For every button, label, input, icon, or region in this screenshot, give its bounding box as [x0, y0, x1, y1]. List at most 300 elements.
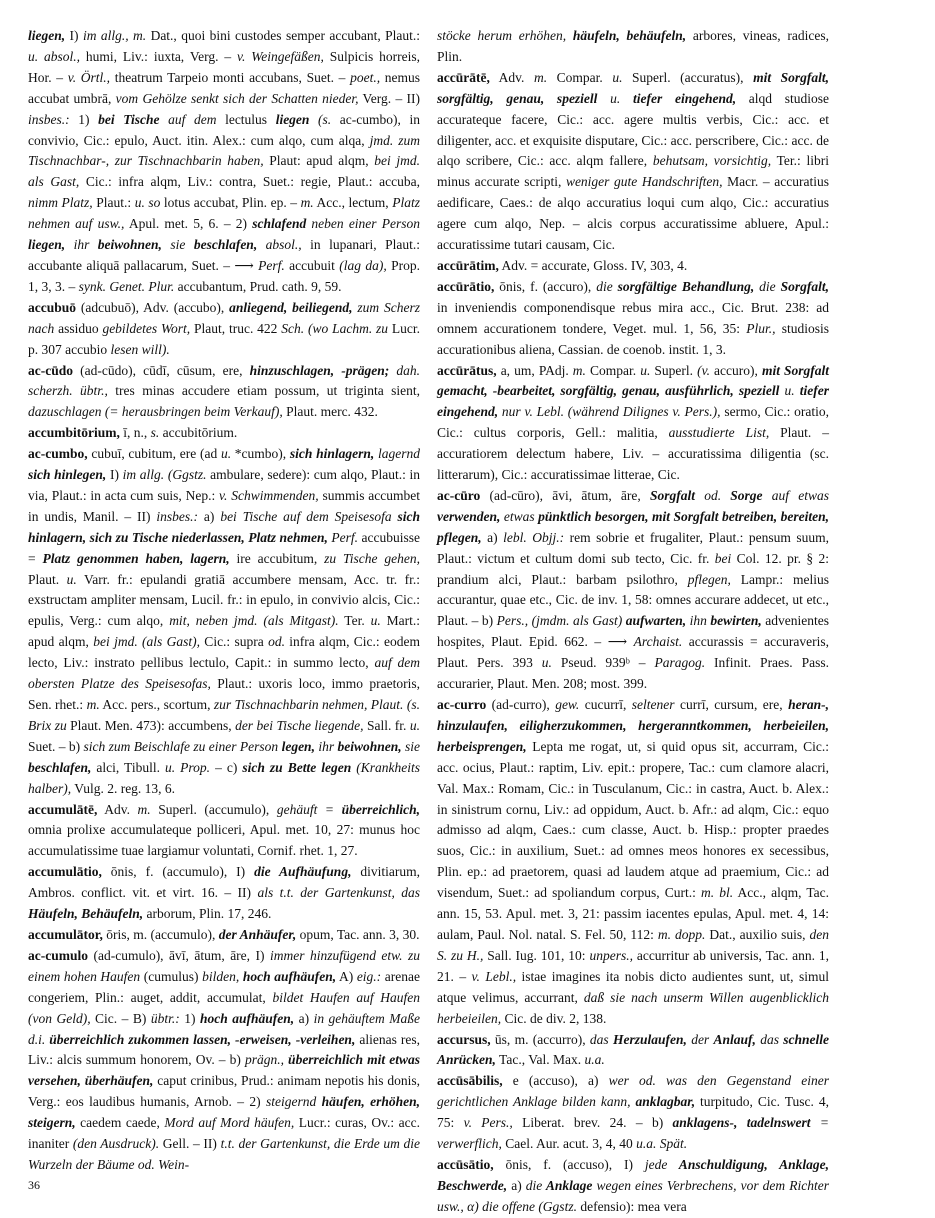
- entry-text: überreichlich,: [341, 801, 420, 817]
- right-column: [437, 26, 829, 1218]
- entry-text: weniger gute Handschriften,: [565, 174, 723, 190]
- entry-text: m. bl.: [700, 885, 734, 901]
- entry-text: accurritur ab universis, Tac. ann. 1, 21. –: [437, 947, 829, 984]
- entry-text: ihr: [65, 237, 98, 253]
- entry-text: etwas: [500, 508, 539, 524]
- entry-text: Ter.: [338, 613, 371, 629]
- entry-text: Col. 12. pr. § 2: prandium alci, Plaut.: barbam psilothro,: [437, 550, 829, 587]
- entry-text: Acc., lectum,: [313, 195, 393, 211]
- entry-text: Plaut.: [28, 571, 67, 587]
- entry-text: (cumulus): [140, 968, 203, 984]
- entry-text: bei Tische: [98, 111, 160, 127]
- entry-text: in gehäuftem Maße d.i.: [28, 1010, 420, 1047]
- entry-text: accubuisse =: [28, 529, 421, 566]
- entry-text: Acc. pers., scortum,: [99, 697, 214, 712]
- entry-text: (ad-curro),: [486, 697, 556, 712]
- entry-text: m. dopp.: [657, 926, 706, 942]
- entry-text: bei jmd. (als Gast),: [93, 634, 200, 650]
- entry-text: Compar.: [547, 69, 613, 85]
- entry-text: accurassis = accuraveris, Plaut. Pers. 393: [437, 634, 830, 671]
- entry-text: der: [686, 1031, 714, 1047]
- entry-text: lotus accubat, Plin. ep. –: [160, 195, 301, 211]
- entry-text: studiosis accurationibus aliena, Cassian. de coenob. instit. 1, 3.: [437, 320, 829, 357]
- entry-text: A): [336, 968, 357, 984]
- entry-headword: accubuō: [28, 299, 77, 315]
- entry-text: I): [65, 28, 83, 43]
- dictionary-entry: [28, 946, 420, 1176]
- entry-text: humi, Liv.: iuxta, Verg. –: [80, 48, 237, 64]
- entry-text: (den Ausdruck).: [72, 1136, 160, 1152]
- entry-text: der bei Tische liegende,: [235, 717, 364, 733]
- entry-headword: accumulātor,: [28, 926, 103, 942]
- dictionary-entry: [437, 361, 829, 486]
- entry-text: beschlafen,: [193, 237, 258, 253]
- entry-text: v. Schwimmenden,: [219, 487, 319, 503]
- entry-text: Plur.,: [746, 320, 776, 336]
- entry-text: Lampr.: melius accurantur, quae etc., Cic. de inv. 1, 58: omnes accurare addecet, ut etc., Plaut. – b): [437, 571, 829, 629]
- entry-text: wegen eines Verbrechens, vor dem Richter usw., α) die offene (Ggstz.: [437, 1177, 829, 1214]
- entry-headword: accursus,: [437, 1031, 491, 1047]
- entry-text: Herzulaufen,: [608, 1031, 687, 1047]
- entry-text: den S. zu H.,: [437, 926, 830, 963]
- entry-text: od.: [268, 634, 285, 650]
- entry-text: als t.t. der Gartenkunst, das: [257, 885, 421, 901]
- entry-text: zu Tische gehen,: [324, 550, 421, 566]
- entry-text: t.t. der Gartenkunst, die Erde um die Wurzeln der Bäume od. Wein-: [28, 1136, 421, 1172]
- entry-text: u.a. Spät.: [636, 1136, 688, 1152]
- entry-text: ī, n.,: [119, 425, 151, 441]
- entry-text: legen,: [278, 738, 315, 754]
- entry-text: Pseud. 939ᵇ –: [551, 655, 655, 671]
- entry-text: gew.: [555, 697, 580, 712]
- entry-text: pünktlich besorgen, mit Sorgfalt betreiben, bereiten, pflegen,: [437, 508, 829, 545]
- dictionary-entry: [437, 26, 829, 68]
- entry-text: Varr. fr.: epulandi gratiā accumbere mensam, Acc. tr. fr.: exstructam ampliter mensam, Lucil. fr.: in epulo, in convivio alcis, Cic.: epulis, Verg.: cum alqo,: [28, 571, 420, 629]
- entry-text: anliegend, beiliegend,: [229, 299, 353, 315]
- entry-text: Plaut. Men. 473): accumbens,: [66, 717, 236, 733]
- entry-text: ac-cumbo), in convivio, Cic.: epulo, Auct. itin. Alex.: cum alqo, cum alqa,: [28, 111, 421, 148]
- entry-text: 1): [179, 1010, 200, 1026]
- entry-text: turpitudo, Cic. Tusc. 4, 75:: [437, 1094, 829, 1131]
- entry-text: überreichlich zukommen lassen, -erweisen, -verleihen,: [45, 1031, 356, 1047]
- entry-text: u. Prop.: [165, 759, 211, 775]
- entry-text: ihn: [686, 613, 711, 629]
- entry-text: mit, neben jmd. (als Mitgast).: [169, 613, 339, 629]
- dictionary-entry: [437, 1030, 829, 1072]
- entry-text: od.: [695, 487, 731, 503]
- entry-text: gehäuft =: [276, 801, 342, 817]
- entry-text: Tac., Val. Max.: [495, 1052, 585, 1068]
- entry-text: Lucr. p. 307 accubio: [28, 320, 421, 357]
- entry-text: defensio): mea vera: [576, 1198, 687, 1214]
- entry-text: Cic.: infra alqm, Liv.: contra, Suet.: regie, Plaut.: accuba,: [79, 174, 421, 190]
- dictionary-entry: [437, 1071, 829, 1155]
- entry-text: ōnis, f. (accuso), I): [493, 1156, 645, 1172]
- entry-text: – c): [210, 759, 243, 775]
- entry-text: Macr. – accuratius aedificare, Caes.: de alqo accuratius loqui cum alqo, Cic.: accuratius agere cum alqo, Nep. – alcis corpus accuratissime abluere, Apul.: accuratissime tutari causam, Cic.: [437, 174, 829, 253]
- entry-text: Pers., (jmdm. als Gast): [496, 613, 623, 629]
- entry-text: Plaut.:: [92, 195, 135, 211]
- entry-text: (v.: [697, 362, 710, 378]
- entry-text: istae imagines ita nobis dicto audientes sunt, ut, simul atque velimus, accurrant,: [437, 968, 830, 1005]
- entry-text: Gell. – II): [159, 1136, 221, 1152]
- entry-headword: ac-cumbo,: [28, 446, 88, 462]
- entry-text: Dat., auxilio suis,: [705, 926, 810, 942]
- entry-text: m.: [300, 195, 314, 211]
- entry-text: Lepta me rogat, ut, si quid opus sit, accurram, Cic.: acc. ocius, Plaut.: raptim, Liv. epit.: propere, Tac.: cum clamore alacri, Val. Max.: Romam, Cic.: in Tusculanum, Cic.: in castra, Auct. b. Alex.: in sinistrum cornu, Liv.: ad oppidum, Auct. b. Afr.: ad alqm, Cic.: equo admisso ad alqm, Caes.: cum classe, Auct. b. Hisp.: propter praedes suos, Cic.: in auxilium, Suet.: ad omnes meos honores ex secessibus, Plin. ep.: ad praetorem, quasi ad laudem atque ad praemium, Cic.: ad visendum, Suet.: ad spoliandum corpus, Curt.:: [437, 738, 829, 901]
- entry-text: sie: [401, 738, 421, 754]
- entry-text: Plaut. – accuratiorem delectum habere, Liv. – accuratissima diligentia (sc. litterarum), Cic.: accuratissimae litterae, Cic.: [437, 425, 829, 483]
- entry-text: Perf.: [258, 257, 285, 273]
- entry-text: bildet Haufen auf Haufen (von Geld),: [28, 989, 420, 1026]
- entry-text: Sorgfalt: [649, 487, 695, 503]
- entry-text: verwenden,: [437, 508, 501, 524]
- entry-text: alci, Tibull.: [91, 759, 165, 775]
- dictionary-entry: [437, 68, 829, 256]
- entry-text: Plaut. merc. 432.: [282, 404, 378, 420]
- entry-text: Apul. met. 5, 6. – 2): [124, 216, 253, 232]
- entry-text: immer hinzufügend etw. zu einem hohen Haufen: [28, 947, 420, 984]
- entry-text: sorgfältige Behandlung,: [612, 278, 755, 294]
- entry-text: auf dem: [159, 111, 217, 127]
- dictionary-entry: [28, 423, 420, 444]
- entry-text: auf dem obersten Platze des Speisesofas,: [28, 655, 420, 692]
- entry-text: das: [589, 1031, 609, 1047]
- entry-text: häufen, erhöhen, steigern,: [28, 1094, 421, 1131]
- entry-text: Lucr.: curas, Ov.: acc. inaniter: [28, 1115, 420, 1152]
- entry-text: Sall. fr.: [363, 717, 410, 733]
- entry-text: Anklage: [542, 1177, 593, 1193]
- entry-text: *cumbo),: [231, 446, 290, 462]
- entry-text: m.: [86, 697, 100, 712]
- entry-text: die: [596, 278, 613, 294]
- entry-text: Archaist.: [633, 634, 683, 650]
- dictionary-entry: [28, 26, 420, 298]
- entry-text: jede: [644, 1156, 668, 1172]
- entry-text: pflegen,: [687, 571, 731, 587]
- entry-text: synk. Genet. Plur.: [78, 278, 175, 294]
- entry-text: mit Sorgfalt, sorgfältig, genau, speziell: [437, 69, 829, 106]
- entry-text: 1): [69, 111, 99, 127]
- entry-text: sich hinlegen,: [28, 467, 107, 483]
- entry-text: beiwohnen,: [97, 237, 162, 253]
- dictionary-entry: [28, 925, 420, 946]
- entry-text: unpers.,: [589, 947, 633, 963]
- entry-text: omnia prolixe accumulateque polliceri, Apul. met. 10, 27: munus hoc accumulatissime tuae largiamur voluntati, Cornif. rhet. 1, 27.: [28, 822, 420, 859]
- entry-text: (s.: [309, 111, 332, 127]
- entry-text: Sorge: [730, 487, 763, 503]
- entry-text: Sulpicis horreis, Hor. –: [28, 48, 421, 85]
- dictionary-entry: [437, 277, 829, 361]
- entry-text: schlafend: [252, 216, 307, 232]
- entry-headword: ac-curro: [437, 697, 487, 712]
- entry-text: gebildetes Wort,: [102, 320, 191, 336]
- page-number: 36: [28, 1178, 40, 1192]
- entry-text: auf etwas: [762, 487, 829, 503]
- entry-text: liegen,: [28, 28, 66, 43]
- entry-text: u.: [541, 655, 552, 671]
- entry-text: Compar.: [585, 362, 641, 378]
- entry-text: opum, Tac. ann. 3, 30.: [296, 926, 420, 942]
- entry-text: Superl. (accumulo),: [150, 801, 277, 817]
- entry-text: neben einer Person: [306, 216, 420, 232]
- entry-headword: accūrātus,: [437, 362, 497, 378]
- entry-text: m.: [137, 801, 151, 817]
- entry-text: Adv.: [489, 69, 534, 85]
- entry-text: Sorgfalt,: [780, 278, 829, 294]
- entry-headword: accumulātē,: [28, 801, 98, 817]
- entry-text: divitiarum, Ambros. conflict. vit. et virt. 16. – II): [28, 864, 420, 901]
- entry-text: absol.,: [257, 237, 302, 253]
- entry-text: die Aufhäufung,: [254, 864, 352, 880]
- entry-text: jmd. zum Tischnachbar-, zur Tischnachbarin haben,: [28, 132, 420, 169]
- entry-text: dah. scherzh. übtr.,: [28, 362, 421, 399]
- entry-headword: accūrātio,: [437, 278, 495, 294]
- entry-text: der Anhäufer,: [218, 926, 297, 942]
- entry-text: ūs, m. (accurro),: [490, 1031, 590, 1047]
- entry-text: Häufeln, Behäufeln,: [28, 906, 144, 922]
- entry-text: v. Örtl.,: [67, 69, 111, 85]
- entry-text: = verwerflich,: [437, 1115, 829, 1152]
- entry-text: heran-, hinzulaufen, eiligherzukommen, hergeranntkommen, herbeieilen, herbeisprengen,: [437, 697, 829, 754]
- entry-text: a): [481, 529, 504, 545]
- entry-text: Acc., alqm, Tac. ann. 15, 53. Apul. met. 3, 21: passim iacentes epulas, Apul. met. 4, 14: aulam, Paul. Nol. natal. S. Fel. 50, 112:: [437, 885, 830, 942]
- entry-text: anklagbar,: [630, 1094, 696, 1110]
- entry-text: Prop. 1, 3, 3. –: [28, 257, 420, 294]
- entry-text: Dat., quoi bini custodes semper accubant, Plaut.:: [146, 28, 420, 43]
- entry-text: (lag da),: [339, 257, 387, 273]
- entry-text: Infinit. Praes. Pass. accurarier, Plaut. Men. 208; most. 399.: [437, 655, 829, 692]
- dictionary-entry: [28, 444, 420, 799]
- entry-headword: accūsātio,: [437, 1156, 494, 1172]
- entry-text: zur Tischnachbarin nehmen, Plaut. (s. Brix zu: [28, 697, 420, 733]
- entry-text: in lupanari, Plaut.: accubante aliquā pallacarum, Suet. – ⟶: [28, 237, 421, 273]
- entry-text: u.: [612, 69, 623, 85]
- entry-text: liegen,: [28, 237, 66, 253]
- entry-text: Verg. – II): [358, 90, 420, 106]
- entry-text: Anlauf,: [713, 1031, 756, 1047]
- entry-text: Mord auf Mord häufen,: [164, 1115, 295, 1131]
- entry-text: dazuschlagen (= herausbringen beim Verkauf),: [28, 404, 283, 420]
- entry-text: stöcke herum erhöhen,: [437, 28, 567, 43]
- entry-text: das: [755, 1031, 784, 1047]
- entry-text: Platz genommen haben, lagern,: [42, 550, 230, 566]
- entry-text: wer od. was den Gegenstand einer gerichtlichen Anklage bilden kann,: [437, 1073, 830, 1110]
- entry-text: Sall. Iug. 101, 10:: [483, 947, 590, 963]
- entry-text: m.: [533, 69, 548, 85]
- entry-text: Superl. (accuratus),: [622, 69, 754, 85]
- entry-text: m.: [572, 362, 586, 378]
- entry-text: Anschuldigung, Anklage, Beschwerde,: [437, 1156, 829, 1193]
- entry-text: tres minas accudere etiam possum, ut triginta sient,: [107, 383, 420, 399]
- entry-text: häufeln, behäufeln,: [566, 28, 687, 43]
- entry-text: u. absol.,: [28, 48, 81, 64]
- entry-text: e (accuso), a): [502, 1073, 609, 1089]
- entry-text: u.: [370, 613, 381, 629]
- entry-text: lagernd: [374, 446, 420, 462]
- entry-text: (Krankheits halber),: [28, 759, 421, 796]
- entry-text: lebl. Objj.:: [503, 529, 565, 545]
- entry-text: bei jmd. als Gast,: [28, 153, 420, 190]
- entry-text: accubuit: [284, 257, 340, 273]
- entry-text: Adv. = accurate, Gloss. IV, 303, 4.: [498, 257, 688, 273]
- entry-text: bei Tische auf dem Speisesofa: [220, 508, 392, 524]
- entry-text: arenae congeriem, Plin.: auget, addit, accumulat,: [28, 968, 421, 1005]
- entry-text: I): [106, 467, 123, 483]
- entry-text: accuro),: [709, 362, 762, 378]
- entry-text: u.: [779, 383, 800, 399]
- entry-text: ihr: [314, 738, 338, 754]
- entry-text: sich zum Beischlafe zu einer Person: [83, 738, 279, 754]
- entry-text: v. Weingefäßen,: [236, 48, 324, 64]
- entry-text: ire accubitum,: [229, 550, 325, 566]
- entry-text: insbes.:: [28, 111, 70, 127]
- entry-text: bei: [714, 550, 732, 566]
- entry-text: Sch. (wo Lachm. zu: [281, 320, 389, 336]
- dictionary-entry: [28, 361, 420, 424]
- entry-text: Platz nehmen auf usw.,: [28, 195, 420, 232]
- entry-text: s.: [150, 425, 160, 441]
- entry-text: lectulus: [216, 111, 276, 127]
- entry-text: Plaut: apud alqm,: [263, 153, 375, 169]
- entry-text: advenientes hospites, Plaut. Epid. 662. – ⟶: [437, 613, 830, 650]
- entry-headword: accūrātē,: [437, 69, 490, 85]
- entry-text: tiefer eingehend,: [633, 90, 737, 106]
- entry-text: aufwarten,: [622, 613, 687, 629]
- entry-headword: accumbitōrium,: [28, 425, 120, 441]
- entry-text: summis accumbet in undis, Manil. – II): [28, 487, 421, 524]
- entry-text: ambulare, sedere): cum alqo, Plaut.: in via, Plaut.: in acta cum suis, Nep.:: [28, 467, 421, 503]
- entry-text: vom Gehölze senkt sich der Schatten nieder,: [115, 90, 359, 106]
- entry-headword: accūsābilis,: [437, 1073, 503, 1089]
- entry-text: (ad-cumulo), āvī, ātum, āre, I): [88, 947, 270, 963]
- entry-headword: ac-cūro: [437, 487, 481, 503]
- entry-text: u.a.: [584, 1052, 605, 1068]
- entry-text: poet.,: [350, 69, 381, 85]
- entry-text: cucurrī,: [579, 697, 632, 712]
- entry-headword: accūrātim,: [437, 257, 499, 273]
- left-column: [28, 26, 420, 1176]
- entry-text: v. Pers.,: [463, 1115, 513, 1131]
- entry-headword: accumulātio,: [28, 864, 102, 880]
- entry-text: hoch aufhäufen,: [239, 968, 337, 984]
- entry-text: liegen: [275, 111, 310, 127]
- entry-text: theatrum Tarpeio monti accubans, Suet. –: [110, 69, 351, 85]
- entry-text: infra alqm, Cic.: eodem lecto, Liv.: instrato pellibus lectulo, Capit.: in summo lecto,: [28, 634, 420, 671]
- entry-text: nimm Platz,: [28, 195, 93, 211]
- entry-text: a): [198, 508, 221, 524]
- entry-text: sich zu Bette legen: [242, 759, 352, 775]
- entry-text: bewirten,: [710, 613, 762, 629]
- entry-text: u.: [597, 90, 633, 106]
- entry-text: v. Lebl.,: [471, 968, 517, 984]
- entry-text: übtr.:: [150, 1010, 180, 1026]
- entry-text: accubantum, Prud. cath. 9, 59.: [174, 278, 342, 294]
- entry-text: arbores, vineas, radices, Plin.: [437, 28, 829, 64]
- entry-text: im allg. (Ggstz.: [122, 467, 207, 483]
- entry-text: nemus accubat umbrā,: [28, 69, 421, 106]
- entry-text: accubitōrium.: [159, 425, 238, 441]
- entry-text: insbes.:: [156, 508, 199, 524]
- dictionary-entry: [437, 1155, 829, 1218]
- entry-text: u. so: [134, 195, 161, 211]
- entry-text: u.: [640, 362, 651, 378]
- entry-text: Paragog.: [654, 655, 706, 671]
- entry-text: steigernd: [265, 1094, 317, 1110]
- entry-text: sich hinlagern, sich zu Tische niederlassen, Platz nehmen,: [28, 508, 420, 545]
- entry-text: Plaut, truc. 422: [190, 320, 282, 336]
- entry-text: prägn.,: [244, 1052, 284, 1068]
- entry-text: Liberat. brev. 24. – b): [512, 1115, 673, 1131]
- entry-text: (ad-cūdo), cūdī, cūsum, ere,: [73, 362, 250, 378]
- entry-text: anklagens-, tadelnswert: [672, 1115, 811, 1131]
- entry-text: Superl.: [650, 362, 698, 378]
- entry-headword: ac-cūdo: [28, 362, 73, 378]
- entry-text: behutsam, vorsichtig,: [652, 153, 772, 169]
- entry-text: Mart.: apud alqm,: [28, 613, 420, 650]
- entry-text: ōnis, f. (accuro),: [494, 278, 597, 294]
- dictionary-entry: [28, 298, 420, 361]
- entry-text: u.: [220, 446, 232, 462]
- entry-text: beschlafen,: [28, 759, 92, 775]
- entry-text: Cic. de div. 2, 138.: [501, 1010, 607, 1026]
- entry-text: daß sie nach unserm Willen augenblicklich herbeieilen,: [437, 989, 829, 1026]
- entry-text: zum Scherz nach: [28, 299, 420, 336]
- entry-text: tiefer eingehend,: [437, 383, 829, 420]
- dictionary-entry: [437, 256, 829, 277]
- entry-text: ausstudierte List,: [668, 425, 770, 441]
- entry-text: Plaut.: uxoris loco, immo praetoris, Sen. rhet.:: [28, 676, 420, 712]
- entry-text: a): [294, 1010, 314, 1026]
- entry-text: cubuī, cubitum, ere (ad: [87, 446, 221, 462]
- entry-text: sermo, Cic.: oratio, Cic.: cultus corporis, Gell.: malitia,: [437, 404, 830, 441]
- dictionary-entry: [28, 862, 420, 925]
- entry-text: seltener: [631, 697, 675, 712]
- entry-text: Vulg. 2. reg. 13, 6.: [71, 780, 176, 796]
- entry-text: Suet. – b): [28, 738, 84, 754]
- entry-text: im allg., m.: [82, 28, 147, 43]
- dictionary-entry: [28, 800, 420, 863]
- entry-text: mit Sorgfalt gemacht, -bearbeitet, sorgfältig, genau, ausführlich, speziell: [437, 362, 830, 399]
- entry-text: beiwohnen,: [337, 738, 402, 754]
- entry-text: bilden,: [202, 968, 240, 984]
- entry-text: hinzuschlagen, -prägen;: [249, 362, 390, 378]
- entry-text: currī, cursum, ere,: [674, 697, 789, 712]
- entry-text: arborum, Plin. 17, 246.: [143, 906, 272, 922]
- entry-headword: ac-cumulo: [28, 947, 88, 963]
- entry-text: eig.:: [356, 968, 382, 984]
- entry-text: rem sobrie et frugaliter, Plaut.: pensum suum, Plaut.: victum et cultum domi sub tecto, Cic. fr.: [437, 529, 829, 566]
- entry-text: ōris, m. (accumulo),: [102, 926, 219, 942]
- entry-text: a, um, PAdj.: [496, 362, 573, 378]
- entry-text: Cael. Aur. acut. 3, 4, 40: [501, 1136, 637, 1152]
- entry-text: caedem caede,: [75, 1115, 165, 1131]
- entry-text: sie: [161, 237, 194, 253]
- dictionary-entry: [437, 695, 829, 1030]
- entry-text: a): [507, 1177, 526, 1193]
- entry-text: in inveniendis componendisque rebus mira acc., Cic. Brut. 238: ad omnem accurationem tondere, Veget. mul. 1, 56, 35:: [437, 299, 829, 336]
- entry-text: (adcubuō), Adv. (accubo),: [76, 299, 230, 315]
- entry-text: Cic. – B): [90, 1010, 151, 1026]
- entry-text: sich hinlagern,: [289, 446, 375, 462]
- entry-text: ōnis, f. (accumulo), I): [101, 864, 255, 880]
- entry-text: lesen will).: [110, 341, 170, 357]
- entry-text: assiduo: [54, 320, 103, 336]
- entry-text: alqd studiose accurateque facere, Cic.: acc. agere multis verbis, Cic.: acc. et diligenter, acc. et exquisite disputare, Cic.: acc. perscribere, Cic.: acc. de alqo scribere, Cic.: acc. alqm fallere,: [437, 90, 829, 169]
- dictionary-entry: [437, 486, 829, 695]
- entry-text: hoch aufhäufen,: [199, 1010, 295, 1026]
- entry-text: (ad-cūro), āvi, ātum, āre,: [480, 487, 650, 503]
